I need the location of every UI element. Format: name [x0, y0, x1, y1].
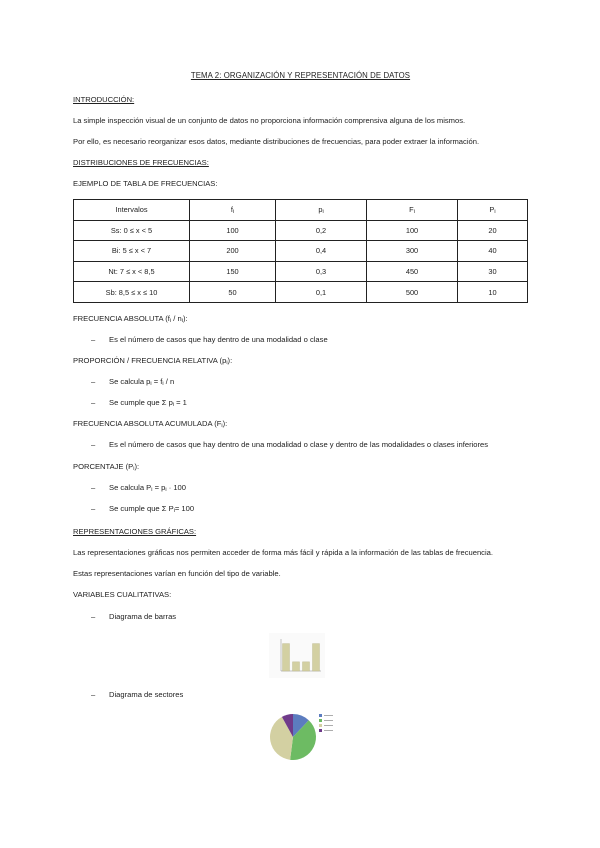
relative-frequency-heading: PROPORCIÓN / FRECUENCIA RELATIVA $(p_i)$:: [73, 356, 233, 366]
table-header-row: [74, 200, 528, 221]
bar-diagram-label: Diagrama de barras: [109, 612, 177, 621]
distributions-heading: DISTRIBUCIONES DE FRECUENCIAS:: [73, 158, 209, 167]
bar-B: [293, 662, 300, 671]
table-cell: 40: [458, 241, 528, 262]
pie-chart-legend: [319, 714, 333, 732]
relative-frequency-sum: Se cumple que Σ $p_i = 1$: [109, 398, 187, 408]
table-cell: Bi: 5 ≤ x < 7: [74, 241, 190, 262]
table-cell: 0,3: [276, 261, 367, 282]
relative-frequency-formula: Se calcula $p_i = f_i / n$: [109, 377, 175, 387]
table-header-cell: $f_i$: [190, 200, 276, 221]
cumulative-frequency-definition: Es el número de casos que hay dentro de una modalidad o clase y dentro de las modalidades o clases inferiores: [109, 440, 489, 449]
cumulative-frequency-heading: FRECUENCIA ABSOLUTA ACUMULADA $(F_i)$:: [73, 419, 228, 429]
bullet-dash: –: [91, 483, 96, 492]
table-cell: 0,4: [276, 241, 367, 262]
intro-paragraph-1: La simple inspección visual de un conjunto de datos no proporciona información comprensiva alguna de los mismos.: [73, 116, 466, 125]
absolute-frequency-definition: Es el número de casos que hay dentro de una modalidad o clase: [109, 335, 328, 344]
legend-swatch: [319, 724, 322, 727]
bullet-dash: –: [91, 398, 96, 407]
document-title: TEMA 2: ORGANIZACIÓN Y REPRESENTACIÓN DE DATOS: [190, 71, 411, 80]
table-header-cell: $p_i$: [276, 200, 367, 221]
table-cell: 150: [190, 261, 276, 282]
percentage-formula: Se calcula $P_i = p_i \cdot 100$: [109, 483, 186, 493]
table-cell: Nt: 7 ≤ x < 8,5: [74, 261, 190, 282]
table-cell: 200: [190, 241, 276, 262]
bullet-dash: –: [91, 504, 96, 513]
legend-swatch: [319, 719, 322, 722]
absolute-frequency-heading: FRECUENCIA ABSOLUTA $(f_i / n_i)$:: [73, 314, 188, 324]
table-cell: 20: [458, 220, 528, 241]
table-example-heading: EJEMPLO DE TABLA DE FRECUENCIAS:: [73, 179, 218, 188]
table-header-cell: $F_i$: [367, 200, 458, 221]
graphic-representations-paragraph-2: Estas representaciones varían en función del tipo de variable.: [73, 569, 281, 578]
table-cell: 450: [367, 261, 458, 282]
table-cell: 0,1: [276, 282, 367, 303]
bar-C: [303, 662, 310, 671]
table-cell: 50: [190, 282, 276, 303]
bullet-dash: –: [91, 335, 96, 344]
bullet-dash: –: [91, 377, 96, 386]
intro-paragraph-2: Por ello, es necesario reorganizar esos datos, mediante distribuciones de frecuencias, para poder extraer la información.: [73, 137, 480, 146]
table-cell: 100: [190, 220, 276, 241]
table-row: [74, 282, 528, 303]
graphic-representations-paragraph-1: Las representaciones gráficas nos permiten acceder de forma más fácil y rápida a la información de las tablas de frecuencia.: [73, 548, 493, 557]
bar-D: [313, 644, 320, 671]
table-cell: 30: [458, 261, 528, 282]
table-header-cell: $P_i$: [458, 200, 528, 221]
bar-chart: [269, 633, 325, 678]
table-cell: Sb: 8,5 ≤ x ≤ 10: [74, 282, 190, 303]
table-cell: 100: [367, 220, 458, 241]
bar-A: [283, 644, 290, 671]
intro-heading: INTRODUCCIÓN:: [73, 95, 135, 104]
legend-swatch: [319, 714, 322, 717]
percentage-heading: PORCENTAJE $(P_i)$:: [73, 462, 140, 472]
table-cell: Ss: 0 ≤ x < 5: [74, 220, 190, 241]
legend-swatch: [319, 729, 322, 732]
qualitative-variables-heading: VARIABLES CUALITATIVAS:: [73, 590, 172, 599]
bullet-dash: –: [91, 612, 96, 621]
bullet-dash: –: [91, 440, 96, 449]
table-cell: 300: [367, 241, 458, 262]
frequency-table: [73, 199, 528, 303]
percentage-sum: Se cumple que Σ $P_i= 100$: [109, 504, 195, 514]
table-cell: 500: [367, 282, 458, 303]
pie-diagram-label: Diagrama de sectores: [109, 690, 184, 699]
table-header-cell: Intervalos: [74, 200, 190, 221]
graphic-representations-heading: REPRESENTACIONES GRÁFICAS:: [73, 527, 197, 536]
bullet-dash: –: [91, 690, 96, 699]
table-row: [74, 261, 528, 282]
table-row: [74, 241, 528, 262]
table-cell: 10: [458, 282, 528, 303]
table-cell: 0,2: [276, 220, 367, 241]
pie-chart: [269, 711, 335, 763]
pie-chart-slices: [270, 714, 316, 760]
table-row: [74, 220, 528, 241]
